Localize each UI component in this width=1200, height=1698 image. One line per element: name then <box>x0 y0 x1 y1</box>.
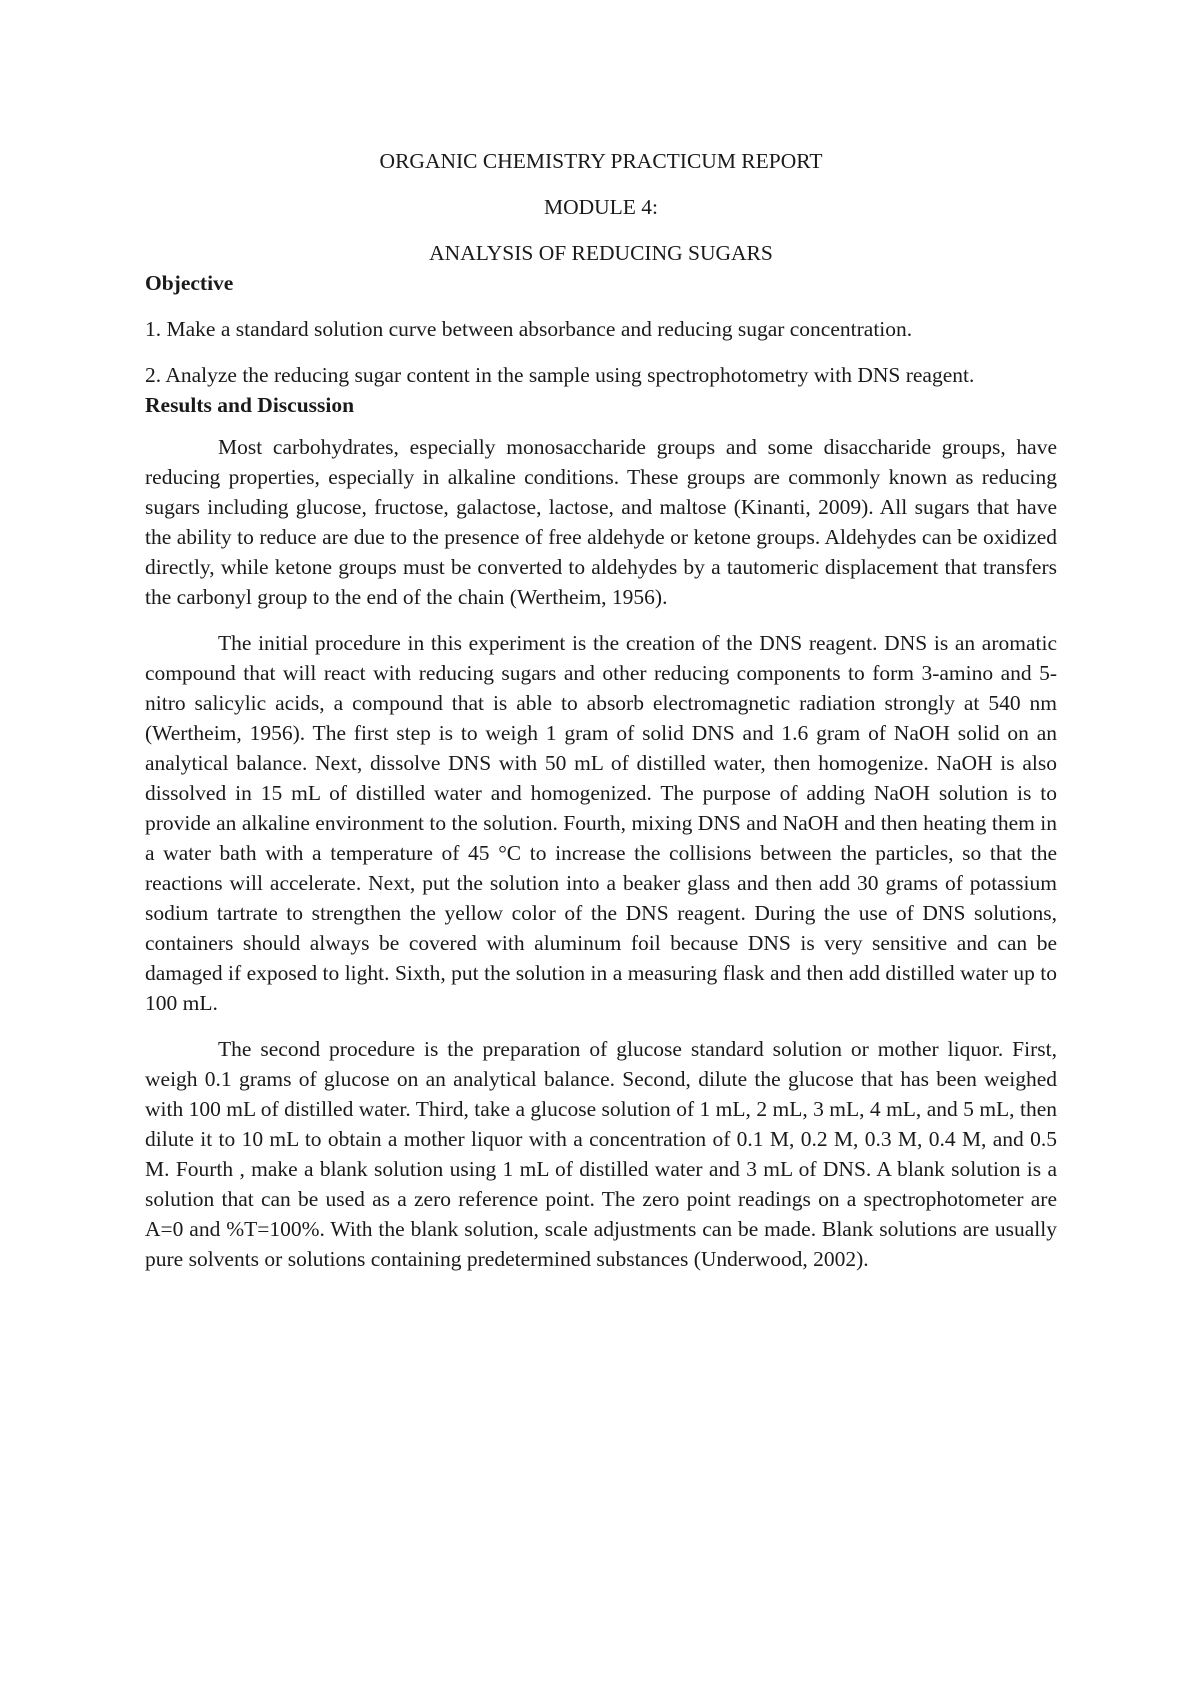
results-paragraph-3: The second procedure is the preparation of glucose standard solution or mother liquor. First, weigh 0.1 grams of glucose on an analytical balance. Second, dilute the glucose that has been weighed with 100 mL of distilled water. Third, take a glucose solution of 1 mL, 2 mL, 3 mL, 4 mL, and 5 mL, then dilute it to 10 mL to obtain a mother liquor with a concentration of 0.1 M, 0.2 M, 0.3 M, 0.4 M, and 0.5 M. Fourth , make a blank solution using 1 mL of distilled water and 3 mL of DNS. A blank solution is a solution that can be used as a zero reference point. The zero point readings on a spectrophotometer are A=0 and %T=100%. With the blank solution, scale adjustments can be made. Blank solutions are usually pure solvents or solutions containing predetermined substances (Underwood, 2002). <box>145 1037 1057 1271</box>
report-subtitle: ANALYSIS OF REDUCING SUGARS <box>429 241 773 265</box>
objective-heading: Objective <box>145 271 234 295</box>
results-paragraph-2: The initial procedure in this experiment is the creation of the DNS reagent. DNS is an aromatic compound that will react with reducing sugars and other reducing components to form 3-amino and 5-nitro salicylic acids, a compound that is able to absorb electromagnetic radiation strongly at 540 nm (Wertheim, 1956). The first step is to weigh 1 gram of solid DNS and 1.6 gram of NaOH solid on an analytical balance. Next, dissolve DNS with 50 mL of distilled water, then homogenize. NaOH is also dissolved in 15 mL of distilled water and homogenized. The purpose of adding NaOH solution is to provide an alkaline environment to the solution. Fourth, mixing DNS and NaOH and then heating them in a water bath with a temperature of 45 °C to increase the collisions between the particles, so that the reactions will accelerate. Next, put the solution into a beaker glass and then add 30 grams of potassium sodium tartrate to strengthen the yellow color of the DNS reagent. During the use of DNS solutions, containers should always be covered with aluminum foil because DNS is very sensitive and can be damaged if exposed to light. Sixth, put the solution in a measuring flask and then add distilled water up to 100 mL. <box>145 631 1057 1015</box>
report-title: ORGANIC CHEMISTRY PRACTICUM REPORT <box>379 149 823 173</box>
document-page <box>145 146 1057 1274</box>
module-number: MODULE 4: <box>543 195 659 219</box>
objective-item-1: 1. Make a standard solution curve between absorbance and reducing sugar concentration. <box>145 317 913 341</box>
objective-item-2: 2. Analyze the reducing sugar content in the sample using spectrophotometry with DNS reagent. <box>145 363 975 387</box>
results-paragraph-1: Most carbohydrates, especially monosaccharide groups and some disaccharide groups, have reducing properties, especially in alkaline conditions. These groups are commonly known as reducing sugars including glucose, fructose, galactose, lactose, and maltose (Kinanti, 2009). All sugars that have the ability to reduce are due to the presence of free aldehyde or ketone groups. Aldehydes can be oxidized directly, while ketone groups must be converted to aldehydes by a tautomeric displacement that transfers the carbonyl group to the end of the chain (Wertheim, 1956). <box>145 435 1057 609</box>
results-heading: Results and Discussion <box>145 393 355 417</box>
